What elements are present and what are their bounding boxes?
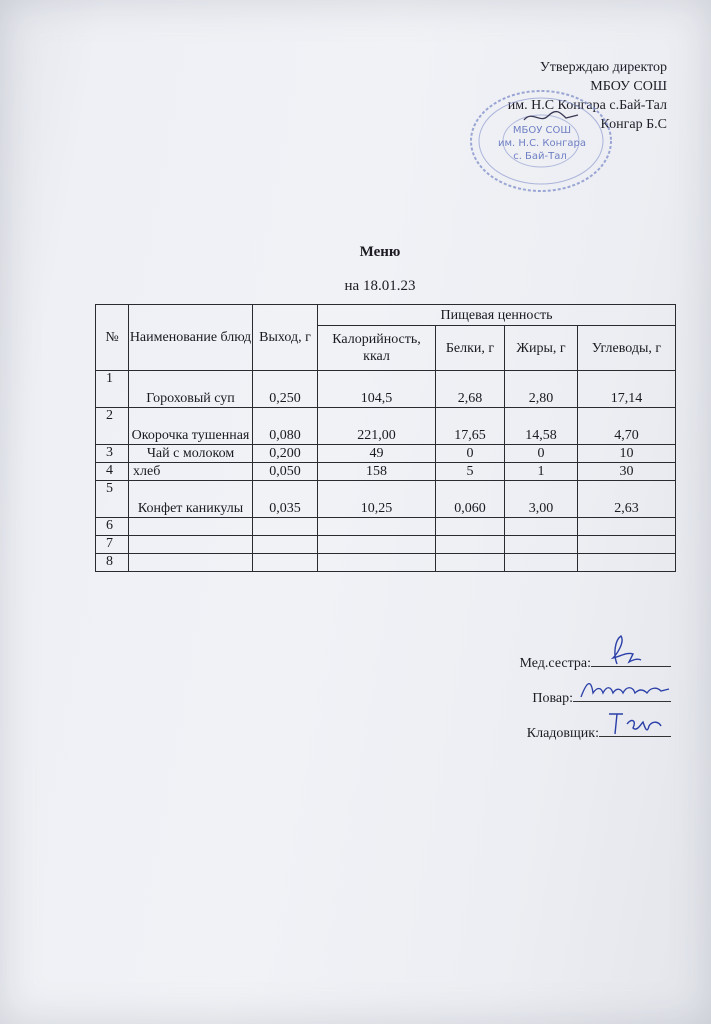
row-carbs: 10 — [578, 445, 676, 463]
row-fats: 1 — [505, 463, 578, 481]
header-calories: Калорийность, ккал — [318, 326, 436, 371]
stamp-text-top: МБОУ СОШ — [512, 125, 572, 136]
storekeeper-signature-line — [599, 722, 671, 737]
row-output: 0,250 — [253, 371, 318, 408]
table-row — [96, 518, 676, 536]
row-carbs — [578, 554, 676, 572]
row-calories: 158 — [318, 463, 436, 481]
table-row — [96, 536, 676, 554]
row-calories: 10,25 — [318, 481, 436, 518]
row-fats: 0 — [505, 445, 578, 463]
signature-row-storekeeper — [520, 722, 671, 757]
nurse-signature-line — [591, 652, 671, 667]
row-proteins: 17,65 — [436, 408, 505, 445]
row-name — [129, 518, 253, 536]
header-proteins: Белки, г — [436, 326, 505, 371]
row-num: 6 — [96, 518, 129, 536]
row-proteins: 0 — [436, 445, 505, 463]
official-stamp — [466, 86, 616, 196]
row-fats: 14,58 — [505, 408, 578, 445]
cook-signature-line — [573, 687, 671, 702]
row-proteins — [436, 518, 505, 536]
header-fats: Жиры, г — [505, 326, 578, 371]
row-carbs — [578, 536, 676, 554]
row-proteins: 2,68 — [436, 371, 505, 408]
row-output: 0,200 — [253, 445, 318, 463]
row-num: 5 — [96, 481, 129, 518]
storekeeper-signature — [603, 706, 665, 740]
row-fats — [505, 518, 578, 536]
approval-line-2: МБОУ СОШ — [590, 79, 667, 94]
row-proteins: 5 — [436, 463, 505, 481]
row-fats: 3,00 — [505, 481, 578, 518]
table-row — [96, 445, 676, 463]
row-output — [253, 518, 318, 536]
row-name: Чай с молоком — [129, 445, 253, 463]
nurse-signature — [595, 634, 645, 670]
nurse-label: Мед.сестра: — [519, 656, 591, 671]
row-calories: 49 — [318, 445, 436, 463]
row-output: 0,050 — [253, 463, 318, 481]
row-calories — [318, 518, 436, 536]
row-num: 2 — [96, 408, 129, 445]
row-name: хлеб — [129, 463, 253, 481]
row-carbs: 17,14 — [578, 371, 676, 408]
table-row — [96, 554, 676, 572]
table-row — [96, 371, 676, 408]
stamp-text-bot: с. Бай-Тал — [513, 151, 567, 162]
storekeeper-label: Кладовщик: — [526, 726, 599, 741]
approval-line-4: Конгар Б.С — [600, 117, 667, 132]
row-carbs: 4,70 — [578, 408, 676, 445]
director-signature — [520, 106, 590, 128]
stamp-text-mid: им. Н.С. Конгара — [497, 138, 587, 149]
header-name: Наименование блюд — [129, 305, 253, 371]
row-num: 4 — [96, 463, 129, 481]
row-proteins — [436, 554, 505, 572]
menu-table — [95, 304, 676, 572]
row-output — [253, 536, 318, 554]
row-name: Конфет каникулы — [129, 481, 253, 518]
table-row — [96, 481, 676, 518]
row-num: 7 — [96, 536, 129, 554]
table-row — [96, 408, 676, 445]
row-name — [129, 554, 253, 572]
row-calories: 221,00 — [318, 408, 436, 445]
row-name: Окорочка тушенная — [129, 408, 253, 445]
approval-line-3: им. Н.С Конгара с.Бай-Тал — [507, 98, 667, 113]
row-name: Гороховый суп — [129, 371, 253, 408]
row-num: 3 — [96, 445, 129, 463]
row-num: 1 — [96, 371, 129, 408]
document-date: на 18.01.23 — [344, 278, 416, 294]
signatures-block — [520, 652, 671, 757]
header-num: № — [96, 305, 129, 371]
cook-signature — [577, 675, 673, 705]
header-carbs: Углеводы, г — [578, 326, 676, 371]
row-calories — [318, 554, 436, 572]
row-calories: 104,5 — [318, 371, 436, 408]
row-num: 8 — [96, 554, 129, 572]
row-output: 0,080 — [253, 408, 318, 445]
approval-line-1: Утверждаю директор — [539, 60, 667, 75]
row-calories — [318, 536, 436, 554]
header-output: Выход, г — [253, 305, 318, 371]
row-carbs — [578, 518, 676, 536]
row-proteins: 0,060 — [436, 481, 505, 518]
header-nutrition: Пищевая ценность — [318, 305, 676, 326]
row-output: 0,035 — [253, 481, 318, 518]
row-fats: 2,80 — [505, 371, 578, 408]
cook-label: Повар: — [532, 691, 573, 706]
row-proteins — [436, 536, 505, 554]
row-output — [253, 554, 318, 572]
row-carbs: 2,63 — [578, 481, 676, 518]
row-carbs: 30 — [578, 463, 676, 481]
table-row — [96, 463, 676, 481]
row-fats — [505, 536, 578, 554]
document-title: Меню — [359, 244, 401, 260]
row-fats — [505, 554, 578, 572]
row-name — [129, 536, 253, 554]
